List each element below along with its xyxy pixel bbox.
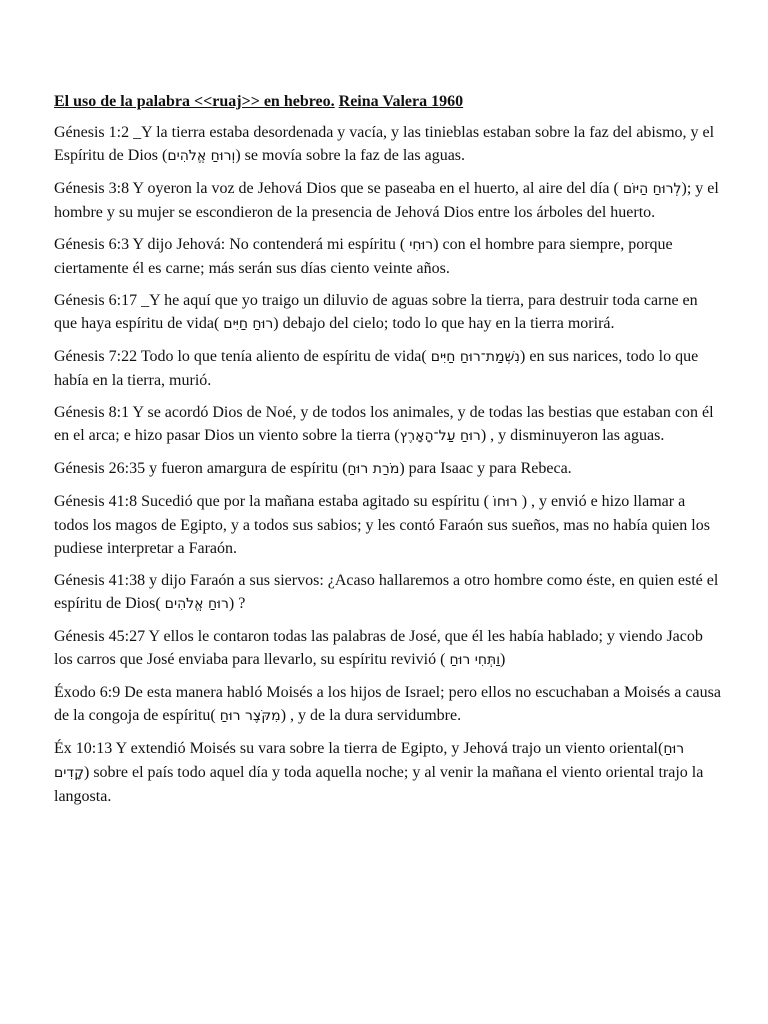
- verse-reference: Génesis 1:2: [54, 124, 134, 141]
- verse-genesis-41-8: [54, 490, 722, 560]
- verse-genesis-6-3: [54, 233, 722, 280]
- verse-text: De esta manera habló Moisés a los hijos de Israel; pero ellos no escuchaban a Moisés a causa de la congoja de espíritu(: [54, 684, 721, 724]
- hebrew-term: רוּחַ חַיִּים: [223, 316, 274, 332]
- verse-text: Y extendió Moisés su vara sobre la tierra de Egipto, y Jehová trajo un viento oriental(: [115, 740, 664, 757]
- verse-exodo-6-9: [54, 681, 722, 728]
- verse-reference: Génesis 6:3: [54, 236, 133, 253]
- verse-genesis-1-2: [54, 121, 722, 168]
- verse-text: Y la tierra estaba desordenada y vacía, y las tinieblas estaban sobre la faz del abismo, y el Espíritu de Dios (: [54, 124, 715, 164]
- hebrew-term: לְרוּחַ הַיּוֹם: [622, 181, 682, 197]
- verse-text: Y ellos le contaron todas las palabras de José, que él les había hablado; y viendo Jacob los carros que José enviaba para llevarlo, su espíritu revivió (: [54, 628, 703, 668]
- verse-genesis-26-35: [54, 457, 722, 481]
- hebrew-term: וְרוּחַ אֱלֹהִים: [167, 148, 236, 164]
- verse-text-end: ) en sus narices, todo lo que había en la tierra, murió.: [54, 348, 699, 389]
- verse-text: y dijo Faraón a sus siervos: ¿Acaso hallaremos a otro hombre como éste, en quien esté el espíritu de Dios(: [54, 572, 719, 612]
- hebrew-term: וַתְּחִי רוּחַ: [449, 652, 501, 668]
- verse-text-end: ) , y envió e hizo llamar a todos los magos de Egipto, y a todos sus sabios; y les contó Faraón sus sueños, mas no había quien los pudiese interpretar a Faraón.: [54, 493, 710, 557]
- verse-text: Y dijo Jehová: No contenderá mi espíritu (: [132, 236, 410, 253]
- hebrew-term: רוּחַ אֱלֹהִים: [164, 596, 229, 612]
- verse-text-end: ) con el hombre para siempre, porque ciertamente él es carne; más serán sus días ciento veinte años.: [54, 236, 673, 277]
- verse-exodo-10-13: [54, 737, 722, 808]
- verse-text-end: ) , y de la dura servidumbre.: [280, 707, 462, 724]
- verse-reference: Génesis 3:8: [54, 180, 133, 197]
- verse-genesis-6-17: [54, 289, 722, 336]
- hebrew-term: נִשְׁמַת־רוּחַ חַיִּים: [430, 349, 521, 365]
- hebrew-term: רוּחִי: [409, 237, 434, 253]
- verse-reference: Génesis 41:8: [54, 493, 142, 510]
- hebrew-term: מִקֹּצֶר רוּחַ: [219, 708, 281, 724]
- verse-text: Y oyeron la voz de Jehová Dios que se paseaba en el huerto, al aire del día (: [132, 180, 623, 197]
- verse-reference: Génesis 41:38: [54, 572, 150, 589]
- verse-text-end: ) sobre el país todo aquel día y toda aquella noche; y al venir la mañana el viento oriental trajo la langosta.: [54, 764, 704, 805]
- verse-reference: Génesis 6:17: [54, 292, 142, 309]
- verse-reference: Génesis 45:27: [54, 628, 149, 645]
- verse-reference: Éx 10:13: [54, 740, 116, 757]
- verse-genesis-7-22: [54, 345, 722, 392]
- verse-genesis-8-1: [54, 401, 722, 448]
- title-part-2: Reina Valera 1960: [338, 93, 464, 110]
- verse-reference: Génesis 26:35: [54, 460, 150, 477]
- verse-text: Y he aquí que yo traigo un diluvio de aguas sobre la tierra, para destruir toda carne en que haya espíritu de vida(: [54, 292, 698, 332]
- verse-text-end: ): [500, 651, 506, 668]
- verse-genesis-3-8: [54, 177, 722, 224]
- verse-genesis-41-38: [54, 569, 722, 616]
- verse-text-end: ) se movía sobre la faz de las aguas.: [235, 147, 466, 164]
- verse-mark: _: [133, 124, 142, 141]
- verse-text-end: ) , y disminuyeron las aguas.: [480, 427, 665, 444]
- verse-mark: _: [141, 292, 150, 309]
- verse-text: Todo lo que tenía aliento de espíritu de vida(: [140, 348, 431, 365]
- hebrew-term: מֹרַת רוּחַ: [347, 461, 400, 477]
- verse-reference: Génesis 7:22: [54, 348, 141, 365]
- verse-reference: Éxodo 6:9: [54, 684, 125, 701]
- hebrew-term: רוּחַ עַל־הָאָרֶץ: [399, 428, 481, 444]
- verse-text: Sucedió que por la mañana estaba agitado su espíritu (: [141, 493, 493, 510]
- verse-text: y fueron amargura de espíritu (: [149, 460, 348, 477]
- verse-text-end: ) debajo del cielo; todo lo que hay en la tierra morirá.: [273, 315, 615, 332]
- document-title: [54, 90, 722, 113]
- verse-text-end: ); y el hombre y su mujer se escondieron de la presencia de Jehová Dios entre los árboles del huerto.: [54, 180, 719, 221]
- document-page: [54, 90, 722, 817]
- verse-reference: Génesis 8:1: [54, 404, 133, 421]
- title-part-1: El uso de la palabra <<ruaj>> en hebreo.: [54, 93, 335, 110]
- verse-text-end: ) para Isaac y para Rebeca.: [399, 460, 572, 477]
- verse-text: Y se acordó Dios de Noé, y de todos los animales, y de todas las bestias que estaban con él en el arca; e hizo pasar Dios un viento sobre la tierra (: [54, 404, 714, 444]
- verse-text-end: ) ?: [228, 595, 246, 612]
- verse-genesis-45-27: [54, 625, 722, 672]
- hebrew-term: רוּחַ קָדִים: [54, 741, 685, 781]
- hebrew-term: רוּחוֹ: [493, 494, 518, 510]
